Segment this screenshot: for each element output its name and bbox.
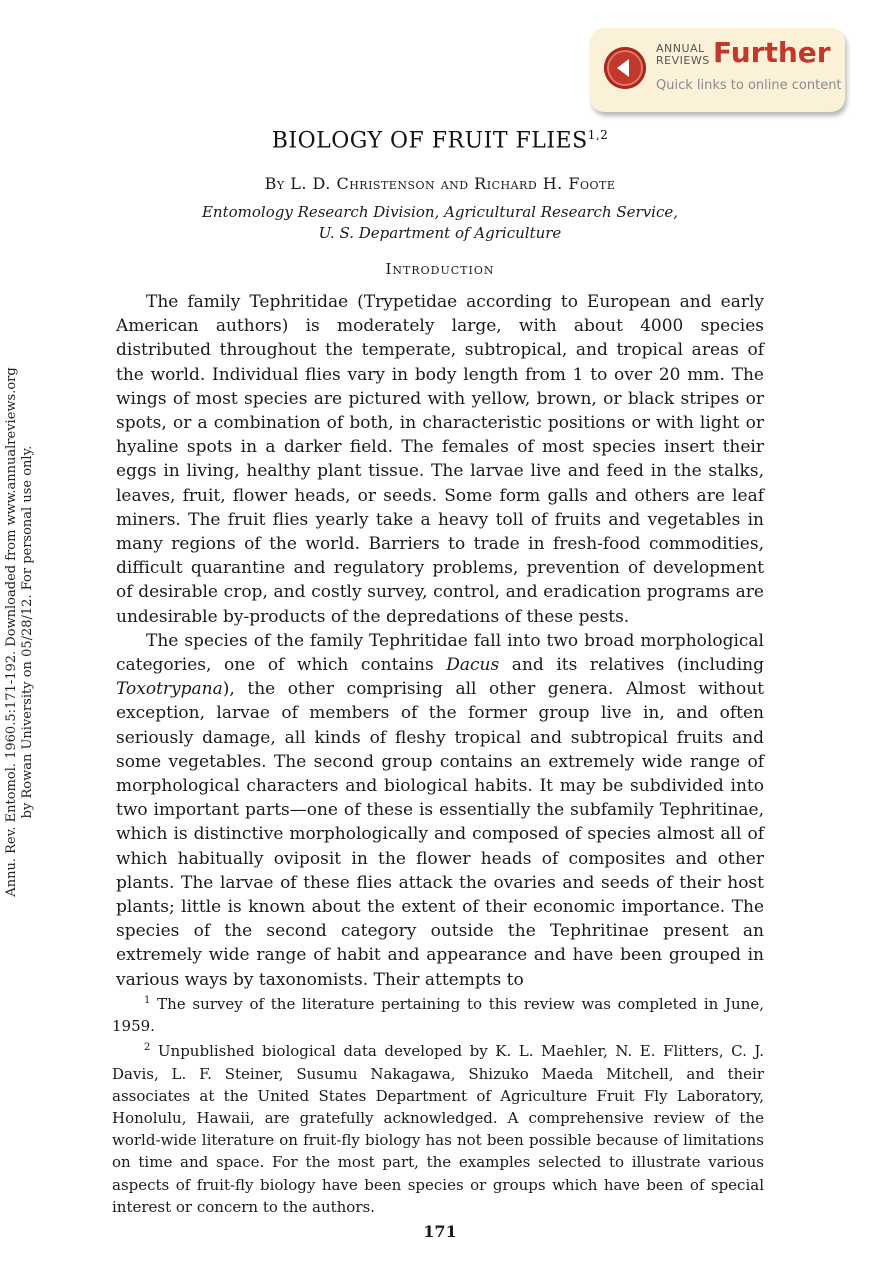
footnote-2-mark: 2 (144, 1042, 151, 1054)
genus-dacus: Dacus (446, 655, 500, 676)
footnote-1-mark: 1 (144, 995, 151, 1006)
badge-annual: ANNUAL (656, 42, 705, 55)
badge-further-label: Further (713, 36, 831, 69)
footnotes (112, 990, 764, 1218)
page-number: 171 (423, 1222, 457, 1241)
badge-reviews: REVIEWS (656, 54, 710, 67)
genus-toxotrypana: Toxotrypana (116, 679, 223, 700)
badge-tagline: Quick links to online content (656, 78, 842, 93)
article-body (116, 290, 764, 992)
download-notice-line2: by Rowan University on 05/28/12. For personal use only. (20, 445, 35, 819)
download-notice (4, 352, 44, 912)
further-badge[interactable] (590, 28, 845, 112)
paragraph-1: The family Tephritidae (Trypetidae according to European and early American authors) is moderately large, with about 4000 species distributed throughout the temperate, subtropical, and tropical areas of the world. Individual flies vary in body length from 1 to over 20 mm. The wings of most species are pictured with yellow, brown, or black stripes or spots, or a combination of both, in characteristic positions or with light or hyaline spots in a darker field. The females of most species insert their eggs in living, healthy plant tissue. The larvae live and feed in the stalks, leaves, fruit, flower heads, or seeds. Some form galls and others are leaf miners. The fruit flies yearly take a heavy toll of fruits and vegetables in many regions of the world. Barriers to trade in fresh-food commodities, difficult quarantine and regulatory problems, prevention of development of desirable crop, and costly survey, control, and eradication programs are undesirable by-products of the depredations of these pests. (116, 292, 764, 627)
section-heading: Introduction (385, 260, 495, 278)
footnote-1-text: The survey of the literature pertaining to this review was completed in June, 1959. (112, 995, 764, 1036)
badge-annual-reviews (656, 43, 710, 67)
p2-text-b: and its relatives (including (499, 655, 764, 676)
title-text: BIOLOGY OF FRUIT FLIES (271, 128, 588, 154)
footnote-1 (112, 990, 764, 1037)
affiliation-line1: Entomology Research Division, Agricultural Research Service, (201, 203, 679, 221)
p2-text-a: The species of the family Tephritidae fall into two broad morphological categories, one of which contains (116, 630, 764, 676)
paragraph-2 (116, 629, 764, 992)
back-arrow-icon[interactable] (604, 47, 646, 89)
footnote-2 (112, 1037, 764, 1218)
p2-text-c: ), the other comprising all other genera. Almost without exception, larvae of members of the former group live in, and often seriously damage, all kinds of fleshy tropical and subtropical fruits and some vegetables. The second group contains an extremely wide range of morphological characters and biological habits. It may be subdivided into two important parts—one of these is essentially the subfamily Tephritinae, which is distinctive morphologically and composed of species almost all of which habitually oviposit in the flower heads of composites and other plants. The larvae of these flies attack the ovaries and seeds of their host plants; little is known about the extent of their economic importance. The species of the second category outside the Tephritinae present an extremely wide range of habit and appearance and have been grouped in various ways by taxonomists. Their attempts to (116, 679, 764, 990)
affiliation (0, 202, 880, 244)
download-notice-line1: Annu. Rev. Entomol. 1960.5:171-192. Downloaded from www.annualreviews.org (4, 367, 19, 897)
title-footnote-marks: 1,2 (587, 128, 609, 142)
affiliation-line2: U. S. Department of Agriculture (318, 224, 562, 242)
footnote-2-text: Unpublished biological data developed by K. L. Maehler, N. E. Flitters, C. J. Davis, L. F. Steiner, Susumu Nakagawa, Shizuko Maeda Mitchell, and their associates at the United States Department of Agriculture Fruit Fly Laboratory, Honolulu, Hawaii, are gratefully acknowledged. A comprehensive review of the world-wide literature on fruit-fly biology has not been possible because of limitations on time and space. For the most part, the examples selected to illustrate various aspects of fruit-fly biology have been species or groups which have been of special interest or concern to the authors. (112, 1042, 764, 1216)
article-authors: By L. D. Christenson and Richard H. Foote (264, 174, 616, 193)
article-title (0, 128, 880, 153)
